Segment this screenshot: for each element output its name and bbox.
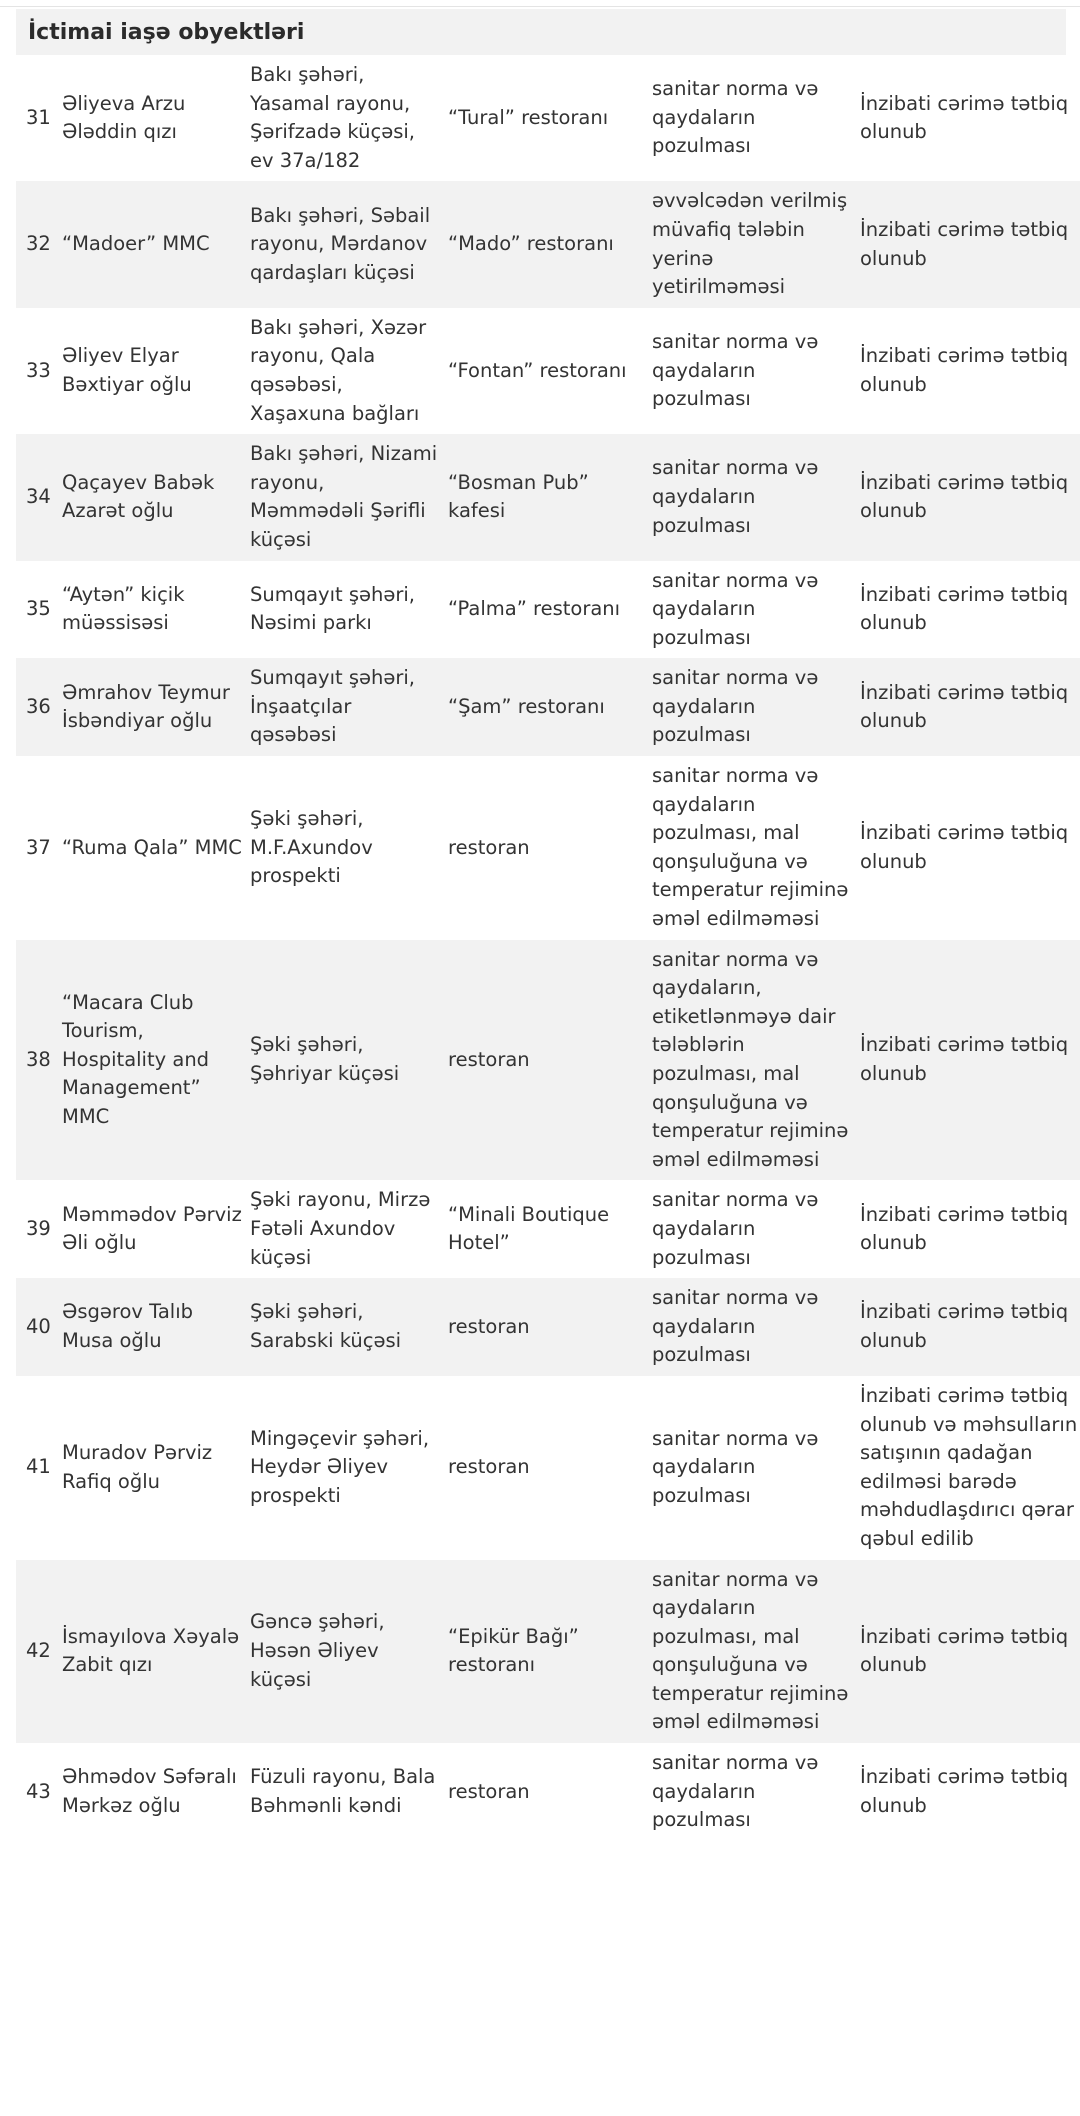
table-row	[16, 1180, 1080, 1278]
measure-taken-cell: İnzibati cərimə tətbiq olunub	[860, 181, 1080, 307]
address-cell: Şəki şəhəri, Sarabski küçəsi	[250, 1278, 448, 1376]
table-row	[16, 1376, 1080, 1560]
entity-name-cell: Əsgərov Talıb Musa oğlu	[62, 1278, 250, 1376]
address-cell: Şəki şəhəri, M.F.Axundov prospekti	[250, 756, 448, 940]
address-cell: Şəki rayonu, Mirzə Fətəli Axundov küçəsi	[250, 1180, 448, 1278]
measure-taken-cell: İnzibati cərimə tətbiq olunub	[860, 1278, 1080, 1376]
measure-taken-cell: İnzibati cərimə tətbiq olunub	[860, 658, 1080, 756]
row-number-cell: 42	[16, 1560, 62, 1744]
object-name-cell: restoran	[448, 1743, 652, 1841]
object-name-cell: “Fontan” restoranı	[448, 308, 652, 434]
entity-name-cell: Əliyeva Arzu Ələddin qızı	[62, 55, 250, 181]
violation-cell: sanitar norma və qaydaların pozulması	[652, 1278, 860, 1376]
row-number-cell: 36	[16, 658, 62, 756]
inspection-results	[16, 9, 1078, 1841]
measure-taken-cell: İnzibati cərimə tətbiq olunub	[860, 55, 1080, 181]
entity-name-cell: Muradov Pərviz Rafiq oğlu	[62, 1376, 250, 1560]
object-name-cell: “Epikür Bağı” restoranı	[448, 1560, 652, 1744]
row-number-cell: 34	[16, 434, 62, 560]
entity-name-cell: Əliyev Elyar Bəxtiyar oğlu	[62, 308, 250, 434]
violation-cell: sanitar norma və qaydaların, etiketlənməyə dair tələblərin pozulması, mal qonşuluğuna və temperatur rejiminə əməl edilməməsi	[652, 940, 860, 1181]
address-cell: Füzuli rayonu, Bala Bəhmənli kəndi	[250, 1743, 448, 1841]
entity-name-cell: “Ruma Qala” MMC	[62, 756, 250, 940]
address-cell: Sumqayıt şəhəri, Nəsimi parkı	[250, 561, 448, 659]
violation-cell: sanitar norma və qaydaların pozulması	[652, 1743, 860, 1841]
violation-cell: sanitar norma və qaydaların pozulması	[652, 308, 860, 434]
table-row	[16, 1560, 1080, 1744]
inspection-table	[16, 55, 1080, 1841]
entity-name-cell: “Madoer” MMC	[62, 181, 250, 307]
top-divider	[0, 6, 1080, 7]
table-row	[16, 434, 1080, 560]
entity-name-cell: Məmmədov Pərviz Əli oğlu	[62, 1180, 250, 1278]
row-number-cell: 31	[16, 55, 62, 181]
violation-cell: sanitar norma və qaydaların pozulması, mal qonşuluğuna və temperatur rejiminə əməl edilməməsi	[652, 1560, 860, 1744]
measure-taken-cell: İnzibati cərimə tətbiq olunub	[860, 1560, 1080, 1744]
violation-cell: sanitar norma və qaydaların pozulması	[652, 434, 860, 560]
object-name-cell: “Palma” restoranı	[448, 561, 652, 659]
address-cell: Bakı şəhəri, Nizami rayonu, Məmmədəli Şərifli küçəsi	[250, 434, 448, 560]
row-number-cell: 33	[16, 308, 62, 434]
table-row	[16, 1278, 1080, 1376]
violation-cell: sanitar norma və qaydaların pozulması	[652, 561, 860, 659]
violation-cell: sanitar norma və qaydaların pozulması	[652, 55, 860, 181]
measure-taken-cell: İnzibati cərimə tətbiq olunub	[860, 434, 1080, 560]
address-cell: Bakı şəhəri, Yasamal rayonu, Şərifzadə küçəsi, ev 37a/182	[250, 55, 448, 181]
table-row	[16, 940, 1080, 1181]
table-row	[16, 55, 1080, 181]
section-title: İctimai iaşə obyektləri	[16, 9, 1066, 55]
table-row	[16, 308, 1080, 434]
object-name-cell: restoran	[448, 940, 652, 1181]
address-cell: Mingəçevir şəhəri, Heydər Əliyev prospekti	[250, 1376, 448, 1560]
measure-taken-cell: İnzibati cərimə tətbiq olunub	[860, 940, 1080, 1181]
violation-cell: sanitar norma və qaydaların pozulması	[652, 1376, 860, 1560]
entity-name-cell: Qaçayev Babək Azarət oğlu	[62, 434, 250, 560]
row-number-cell: 35	[16, 561, 62, 659]
table-row	[16, 658, 1080, 756]
table-row	[16, 756, 1080, 940]
measure-taken-cell: İnzibati cərimə tətbiq olunub	[860, 756, 1080, 940]
violation-cell: sanitar norma və qaydaların pozulması, mal qonşuluğuna və temperatur rejiminə əməl edilməməsi	[652, 756, 860, 940]
entity-name-cell: “Macara Club Tourism, Hospitality and Management” MMC	[62, 940, 250, 1181]
address-cell: Bakı şəhəri, Xəzər rayonu, Qala qəsəbəsi, Xaşaxuna bağları	[250, 308, 448, 434]
measure-taken-cell: İnzibati cərimə tətbiq olunub	[860, 1180, 1080, 1278]
violation-cell: sanitar norma və qaydaların pozulması	[652, 1180, 860, 1278]
row-number-cell: 38	[16, 940, 62, 1181]
row-number-cell: 40	[16, 1278, 62, 1376]
measure-taken-cell: İnzibati cərimə tətbiq olunub	[860, 1743, 1080, 1841]
address-cell: Bakı şəhəri, Səbail rayonu, Mərdanov qardaşları küçəsi	[250, 181, 448, 307]
entity-name-cell: “Aytən” kiçik müəssisəsi	[62, 561, 250, 659]
table-row	[16, 1743, 1080, 1841]
violation-cell: sanitar norma və qaydaların pozulması	[652, 658, 860, 756]
measure-taken-cell: İnzibati cərimə tətbiq olunub	[860, 308, 1080, 434]
object-name-cell: “Bosman Pub” kafesi	[448, 434, 652, 560]
object-name-cell: “Tural” restoranı	[448, 55, 652, 181]
row-number-cell: 39	[16, 1180, 62, 1278]
violation-cell: əvvəlcədən verilmiş müvafiq tələbin yerinə yetirilməməsi	[652, 181, 860, 307]
address-cell: Gəncə şəhəri, Həsən Əliyev küçəsi	[250, 1560, 448, 1744]
row-number-cell: 32	[16, 181, 62, 307]
object-name-cell: “Şam” restoranı	[448, 658, 652, 756]
measure-taken-cell: İnzibati cərimə tətbiq olunub və məhsulların satışının qadağan edilməsi barədə məhdudlaşdırıcı qərar qəbul edilib	[860, 1376, 1080, 1560]
row-number-cell: 43	[16, 1743, 62, 1841]
object-name-cell: “Mado” restoranı	[448, 181, 652, 307]
entity-name-cell: Əmrahov Teymur İsbəndiyar oğlu	[62, 658, 250, 756]
object-name-cell: restoran	[448, 1376, 652, 1560]
table-row	[16, 561, 1080, 659]
entity-name-cell: İsmayılova Xəyalə Zabit qızı	[62, 1560, 250, 1744]
table-row	[16, 181, 1080, 307]
address-cell: Şəki şəhəri, Şəhriyar küçəsi	[250, 940, 448, 1181]
object-name-cell: restoran	[448, 1278, 652, 1376]
address-cell: Sumqayıt şəhəri, İnşaatçılar qəsəbəsi	[250, 658, 448, 756]
row-number-cell: 41	[16, 1376, 62, 1560]
table-body	[16, 55, 1080, 1841]
measure-taken-cell: İnzibati cərimə tətbiq olunub	[860, 561, 1080, 659]
object-name-cell: “Minali Boutique Hotel”	[448, 1180, 652, 1278]
entity-name-cell: Əhmədov Səfəralı Mərkəz oğlu	[62, 1743, 250, 1841]
row-number-cell: 37	[16, 756, 62, 940]
object-name-cell: restoran	[448, 756, 652, 940]
